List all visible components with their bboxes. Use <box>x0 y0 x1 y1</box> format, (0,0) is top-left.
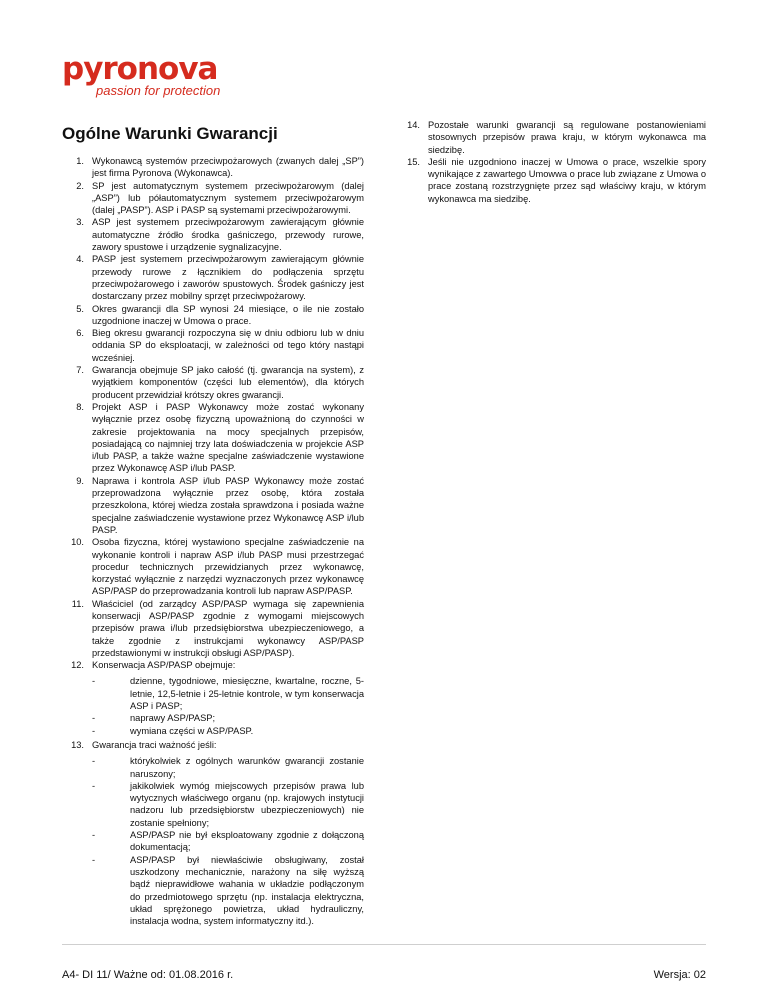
list-item-number: 13. <box>71 739 84 750</box>
list-item <box>62 364 364 401</box>
list-item <box>62 659 364 737</box>
list-item <box>62 180 364 217</box>
sub-list-item <box>92 675 364 712</box>
list-item-text: Gwarancja obejmuje SP jako całość (tj. gwarancja na system), z wyjątkiem komponentów (części lub elementów), dla których producent przewidział krótszy okres gwarancji. <box>92 365 364 400</box>
dash-bullet: - <box>92 780 96 791</box>
page-title: Ogólne Warunki Gwarancji <box>62 124 278 143</box>
list-item-text: Naprawa i kontrola ASP i/lub PASP Wykonawcy może zostać przeprowadzona wyłącznie przez osobę, która została przeszkolona, której wiedza została sprawdzona i posiada ważne specjalne zaświadczenie wystawione przez Wykonawcę ASP i/lub PASP. <box>92 475 364 535</box>
sub-list-item <box>92 780 364 829</box>
list-item-number: 6. <box>76 328 84 339</box>
sub-list-item <box>92 854 364 928</box>
list-item-text: Właściciel (od zarządcy ASP/PASP wymaga się zapewnienia konserwacji ASP/PASP zgodnie z wymogami miejscowych przepisów prawa i/lub przedsiębiorstwa ubezpieczeniowego, a także zgodnie z instrukcjami wykonawcy ASP/PASP przedstawionymi w instrukcji obsługi ASP/PASP). <box>92 598 364 658</box>
sub-list-item-text: ASP/PASP nie był eksploatowany zgodnie z dołączoną dokumentacją; <box>130 830 364 853</box>
list-item-number: 1. <box>76 156 84 166</box>
sub-list-item <box>92 755 364 780</box>
sub-list-item-text: dzienne, tygodniowe, miesięczne, kwartalne, roczne, 5-letnie, 12,5-letnie i 25-letnie kontrole, w tym konserwacja ASP i PASP; <box>130 676 364 712</box>
list-item-text: Jeśli nie uzgodniono inaczej w Umowa o prace, wszelkie spory wynikające z zawartego Umowwa o prace lub związane z Umowa o prace zostaną rozstrzygnięte przez sąd właściwy kraju, w którym wykonawca ma siedzibę. <box>428 156 706 204</box>
list-item-number: 15. <box>407 156 420 167</box>
list-item-number: 2. <box>76 180 84 191</box>
list-item-number: 8. <box>76 401 84 412</box>
list-item-text: Osoba fizyczna, której wystawiono specjalne zaświadczenie na wykonanie kontroli i napraw ASP i/lub PASP musi przestrzegać procedur technicznych przewidzianych przez wykonawcę, korzystać wyłącznie z narzędzi wyznaczonych przez wykonawcę ASP/PASP do przeprowadzania kontroli lub napraw ASP/PASP. <box>92 537 364 597</box>
dash-bullet: - <box>92 676 96 687</box>
list-item-number: 11. <box>71 598 84 609</box>
terms-column-right <box>398 119 706 205</box>
list-item-number: 12. <box>71 660 84 671</box>
sub-list-item <box>92 829 364 854</box>
list-item-text: Okres gwarancji dla SP wynosi 24 miesiące, o ile nie zostało uzgodnione inaczej w Umowa o prace. <box>92 303 364 326</box>
footer-document-id: A4- DI 11/ Ważne od: 01.08.2016 r. <box>62 969 234 981</box>
dash-bullet: - <box>92 713 96 724</box>
footer-version: Wersja: 02 <box>653 969 706 981</box>
list-item-text: Wykonawcą systemów przeciwpożarowych (zwanych dalej „SP”) jest firma Pyronova (Wykonawca). <box>92 156 364 179</box>
list-item <box>62 303 364 328</box>
list-item <box>62 536 364 597</box>
sub-list-item <box>92 712 364 724</box>
list-item <box>62 253 364 302</box>
sub-list-item-text: którykolwiek z ogólnych warunków gwarancji zostanie naruszony; <box>130 756 364 779</box>
list-item <box>62 739 364 927</box>
list-item <box>398 156 706 205</box>
footer-divider <box>62 944 706 945</box>
list-item-text: ASP jest systemem przeciwpożarowym zawierającym głównie automatyczne źródło środka gaśniczego, przewody rurowe, zawory spustowe i urządzenie sygnalizacyjne. <box>92 217 364 253</box>
list-item-text: Pozostałe warunki gwarancji są regulowane postanowieniami stosownych przepisów prawa kraju, w którym wykonawca ma siedzibę. <box>428 120 706 155</box>
list-item-number: 14. <box>407 120 420 130</box>
dash-bullet: - <box>92 725 96 736</box>
sub-list <box>92 675 364 736</box>
sub-list-item <box>92 725 364 737</box>
list-item <box>62 401 364 475</box>
sub-list-item-text: jakikolwiek wymóg miejscowych przepisów prawa lub wytycznych właściwego organu (np. krajowych instytucji nadzoru lub przedsiębiorstw ubezpieczeniowych) nie zostanie spełniony; <box>130 780 364 828</box>
list-item <box>398 119 706 156</box>
list-item-number: 5. <box>76 303 84 314</box>
dash-bullet: - <box>92 830 96 841</box>
list-item-text: PASP jest systemem przeciwpożarowym zawierającym głównie przewody rurowe z łącznikiem do podłączenia sprzętu przeciwpożarowego i zaworów spustowych. Środek gaśniczy jest dostarczany przez mobilny sprzęt przeciwpożarowy. <box>92 254 364 302</box>
dash-bullet: - <box>92 854 96 865</box>
list-item-number: 9. <box>76 475 84 486</box>
list-item-text: Gwarancja traci ważność jeśli: <box>92 739 217 750</box>
list-item <box>62 598 364 659</box>
sub-list <box>92 755 364 927</box>
sub-list-item-text: ASP/PASP był niewłaściwie obsługiwany, został uszkodzony mechanicznie, narażony na siłę wyższą bądź nieprawidłowe wahania w układzie podłączonym do przedmiotowego sprzętu (np. instalacja elektryczna, układ sprężonego powietrza, układ hydrauliczny, instalacja wodna, system informatyczny itd.). <box>130 854 364 927</box>
company-logo <box>62 51 221 98</box>
list-item-number: 7. <box>76 365 84 376</box>
sub-list-item-text: wymiana części w ASP/PASP. <box>130 725 254 736</box>
list-item-text: Projekt ASP i PASP Wykonawcy może zostać wykonany wyłącznie przez osobę fizyczną upoważnioną do czynności w zakresie projektowania na mocy specjalnych przepisów, posiadającą co najmniej trzy lata doświadczenia w projekcie ASP i/lub PASP, a także ważne specjalne zaświadczenie wystawione przez Wykonawcę ASP i/lub PASP. <box>92 401 364 474</box>
list-item-number: 4. <box>76 254 84 265</box>
list-item <box>62 155 364 180</box>
list-item-text: SP jest automatycznym systemem przeciwpożarowym (dalej „ASP”) lub półautomatycznym systemem przeciwpożarowym (dalej „PASP”). ASP i PASP są systemami przeciwpożarowymi. <box>92 180 364 216</box>
sub-list-item-text: naprawy ASP/PASP; <box>130 713 216 724</box>
terms-column-left <box>62 155 364 929</box>
list-item-text: Bieg okresu gwarancji rozpoczyna się w dniu odbioru lub w dniu oddania SP do eksploatacji, w zależności od tego który nastąpi wcześniej. <box>92 328 364 363</box>
logo-wordmark: pyronova <box>62 51 218 87</box>
list-item-number: 10. <box>71 537 84 548</box>
logo-tagline: passion for protection <box>96 83 221 98</box>
list-item <box>62 327 364 364</box>
list-item-number: 3. <box>76 217 84 228</box>
list-item-text: Konserwacja ASP/PASP obejmuje: <box>92 660 236 671</box>
dash-bullet: - <box>92 756 96 767</box>
list-item <box>62 216 364 253</box>
list-item <box>62 475 364 536</box>
